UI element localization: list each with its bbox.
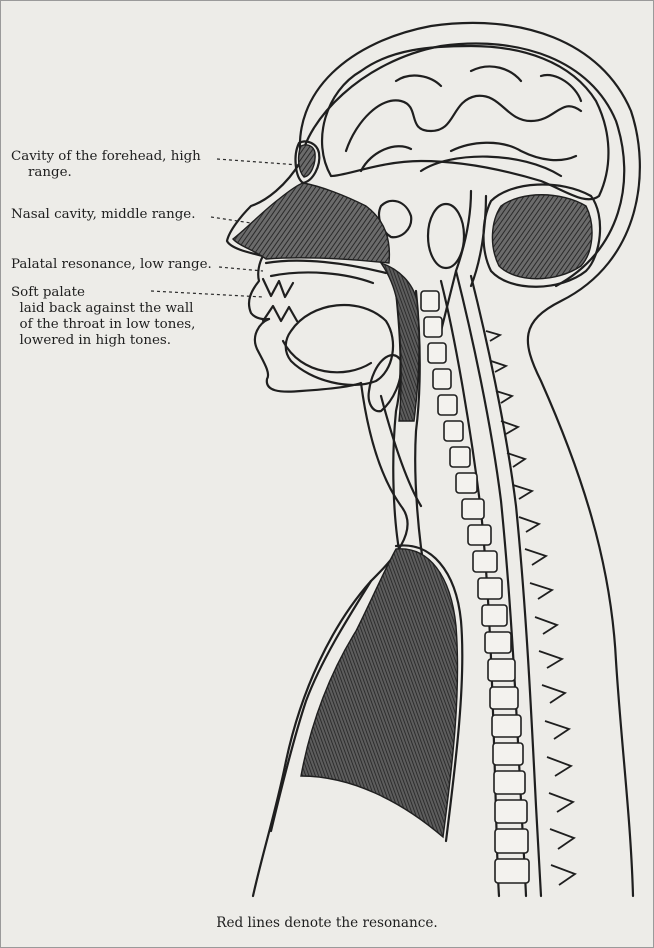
lung-shading bbox=[301, 549, 458, 837]
nasal-leader bbox=[211, 217, 251, 223]
label-palatal-resonance: Palatal resonance, low range. bbox=[11, 257, 212, 272]
label-forehead-cavity: Cavity of the forehead, high range. bbox=[11, 149, 201, 180]
figure-caption: Red lines denote the resonance. bbox=[216, 915, 438, 931]
brain-cerebrum bbox=[322, 46, 608, 199]
forehead-leader bbox=[217, 159, 299, 165]
nasal-cavity-shading bbox=[233, 183, 389, 263]
head-neck-section-illustration bbox=[1, 1, 654, 948]
palatal-leader bbox=[219, 267, 263, 271]
pharynx-shading bbox=[381, 263, 419, 421]
hard-palate bbox=[266, 261, 386, 273]
label-nasal-cavity: Nasal cavity, middle range. bbox=[11, 207, 196, 222]
label-soft-palate: Soft palate laid back against the wall of the throat in low tones, lowered in high tones. bbox=[11, 285, 196, 348]
